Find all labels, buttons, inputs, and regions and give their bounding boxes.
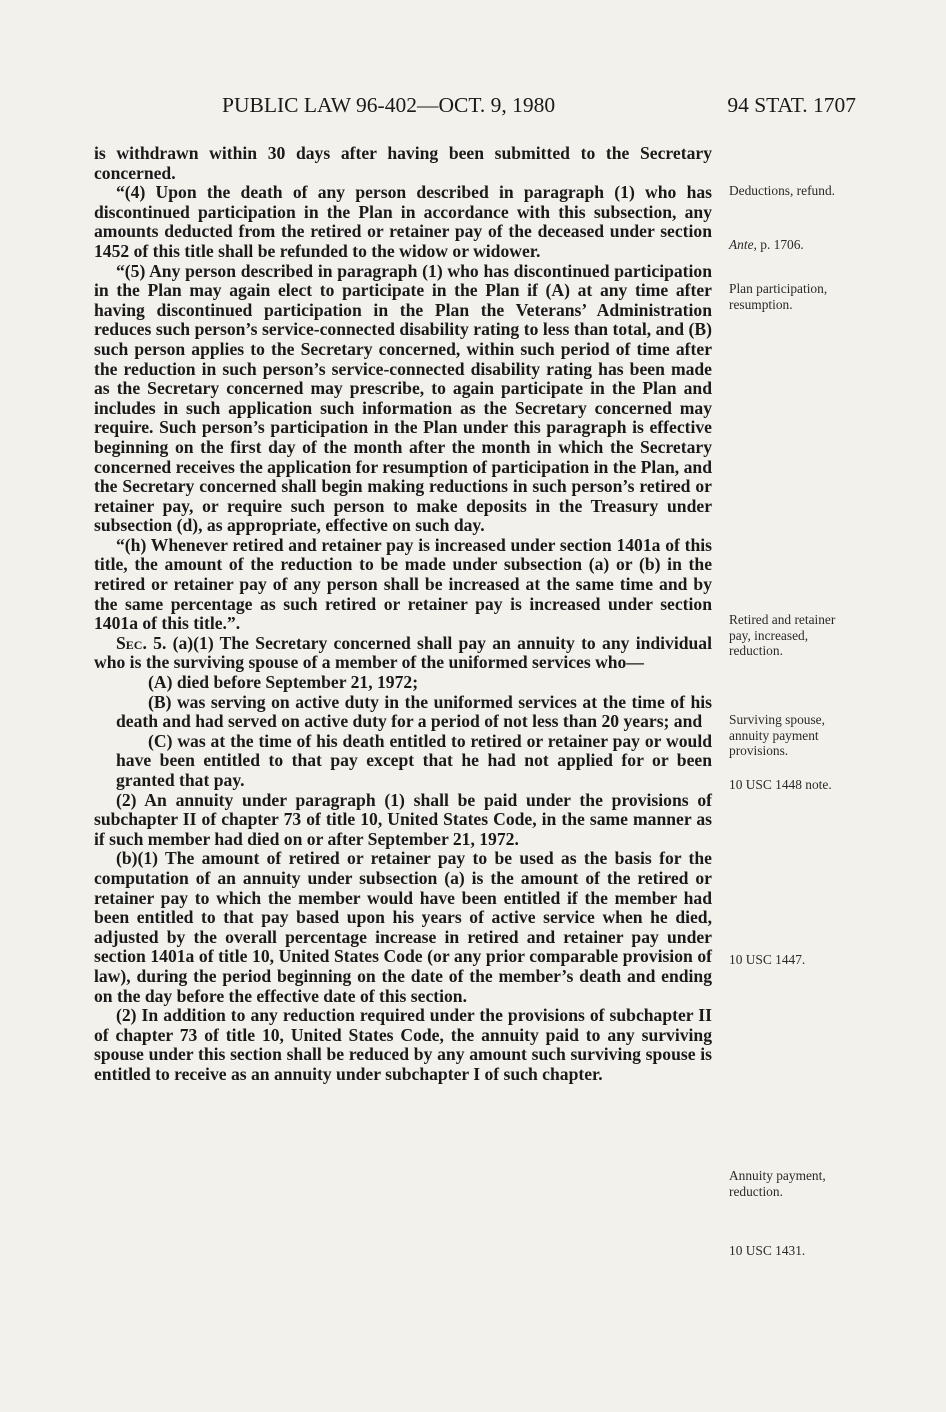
margin-note-usc-1431: 10 USC 1431. [729, 1243, 806, 1258]
margin-note-deductions: Deductions, refund. [729, 183, 835, 198]
paragraph-b-1: (b)(1) The amount of retired or retainer pay to be used as the basis for the computation of an annuity under subsection (a) is the amount of the retired or retainer pay to which the member would have been entitled if the member had been entitled to that pay based upon his years of active service when he died, adjusted by the overall percentage increase in retired and retainer pay under section 1401a of title 10, United States Code (or any prior comparable provision of law), during the period beginning on the date of the member’s death and ending on the day before the effective date of this section. [94, 848, 712, 1006]
page-header [90, 88, 856, 122]
clause-b: (B) was serving on active duty in the uniformed services at the time of his death and had served on active duty for a period of not less than 20 years; and [116, 691, 712, 732]
margin-note-usc-1448: 10 USC 1448 note. [729, 777, 832, 792]
margin-note-usc-1447: 10 USC 1447. [729, 952, 806, 967]
paragraph-b-2: (2) In addition to any reduction required under the provisions of subchapter II of chapter 73 of title 10, United States Code, the annuity paid to any surviving spouse under this section shall be reduced by any amount such surviving spouse is entitled to receive as an annuity under subchapter I of such chapter. [94, 1005, 712, 1084]
ante-word: Ante, [729, 237, 757, 252]
section-label: Sec. [116, 632, 147, 653]
clause-a: (A) died before September 21, 1972; [148, 672, 419, 693]
ante-page: p. 1706. [760, 237, 804, 252]
margin-note-plan: Plan participation, resumption. [729, 281, 828, 312]
margin-note-retired: Retired and retainer pay, increased, reduction. [729, 612, 836, 659]
paragraph-a-2: (2) An annuity under paragraph (1) shall be paid under the provisions of subchapter II of chapter 73 of title 10, United States Code, in the same manner as if such member had died on or after September 21, 1972. [94, 789, 712, 849]
margin-note-ante [729, 237, 849, 253]
section-5-text: 5. (a)(1) The Secretary concerned shall pay an annuity to any individual who is the surviving spouse of a member of the uniformed services who— [94, 632, 712, 673]
paragraph-4: “(4) Upon the death of any person described in paragraph (1) who has discontinued participation in the Plan in accordance with this subsection, any amounts deducted from the retired or retainer pay of the deceased under section 1452 of this title shall be refunded to the widow or widower. [94, 182, 712, 261]
margin-note-annuity: Annuity payment, reduction. [729, 1168, 826, 1199]
clause-c: (C) was at the time of his death entitled to retired or retainer pay or would have been entitled to that pay except that he had not applied for or been granted that pay. [116, 730, 712, 790]
paragraph-5: “(5) Any person described in paragraph (1) who has discontinued participation in the Plan may again elect to participate in the Plan if (A) at any time after having discontinued participation in the Plan the Veterans’ Administration reduces such person’s service-connected disability rating to less than total, and (B) such person applies to the Secretary concerned, within such period of time after the reduction in such person’s service-connected disability rating has been made as the Secretary concerned may prescribe, to again participate in the Plan and includes in such application such information as the Secretary concerned may require. Such person’s participation in the Plan under this paragraph is effective beginning on the first day of the month after the month in which the Secretary concerned receives the application for resumption of participation in the Plan, and the Secretary concerned shall begin making reductions in such person’s retired or retainer pay, or require such person to make deposits in the Treasury under subsection (d), as appropriate, effective on such day. [94, 260, 712, 536]
statute-body [94, 144, 712, 1085]
section-5-a-1 [94, 634, 712, 673]
paragraph-continuation: is withdrawn within 30 days after having been submitted to the Secretary concerned. [94, 143, 712, 183]
margin-note-surviving: Surviving spouse, annuity payment provisions. [729, 712, 825, 759]
subsection-h: “(h) Whenever retired and retainer pay is increased under section 1401a of this title, the amount of the reduction to be made under subsection (a) or (b) in the retired or retainer pay of any person shall be increased at the same time and by the same percentage as such retired or retainer pay is increased under section 1401a of this title.”. [94, 534, 712, 634]
law-title: PUBLIC LAW 96-402—OCT. 9, 1980 [222, 93, 556, 117]
statute-reference: 94 STAT. 1707 [727, 93, 856, 117]
